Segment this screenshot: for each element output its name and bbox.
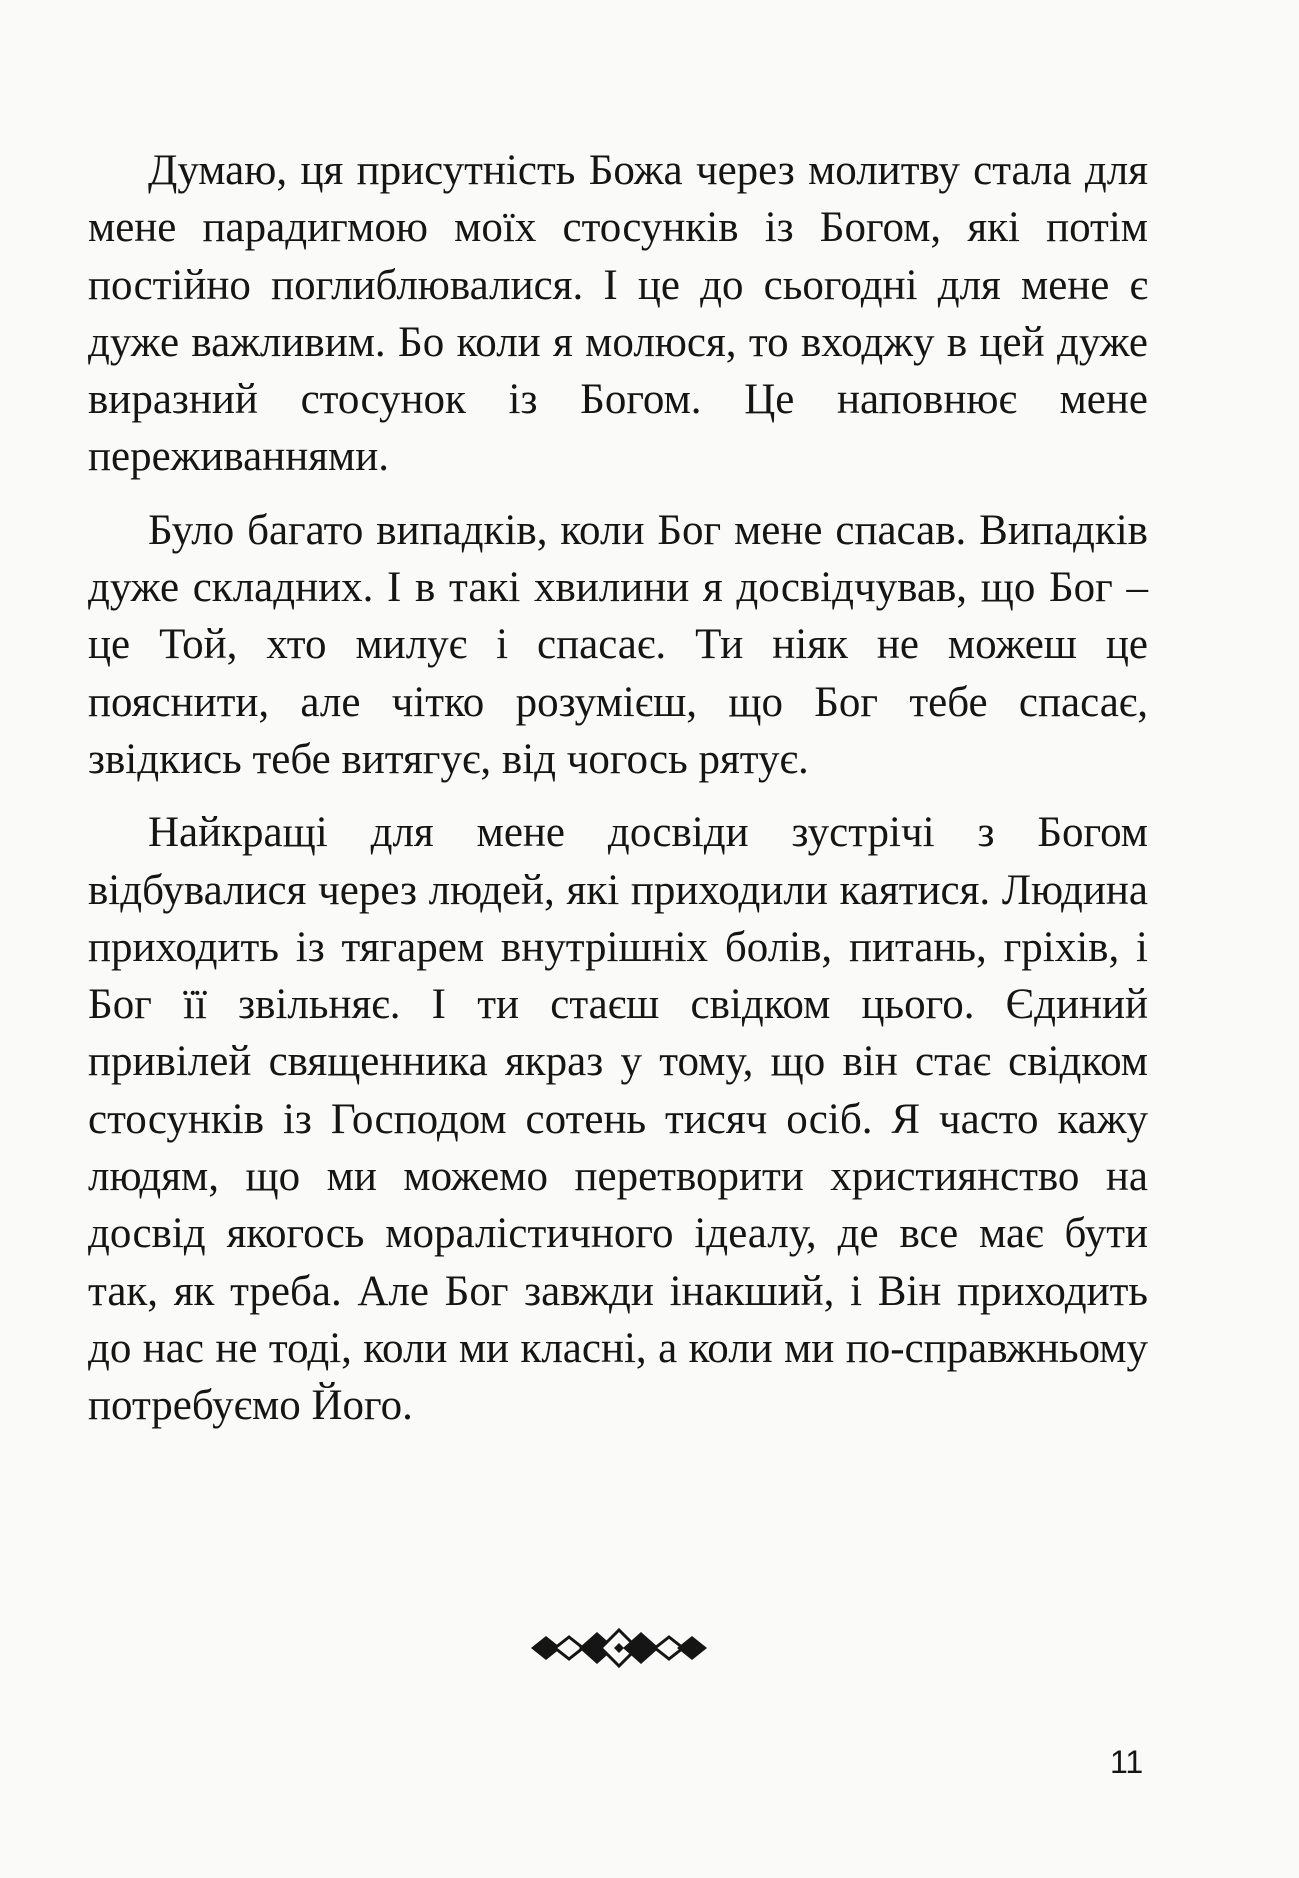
page-number: 11 bbox=[1110, 1744, 1144, 1780]
paragraph-3: Найкращі для мене досвіди зустрічі з Богом відбувалися через людей, які приходили каятися. Людина приходить із тягарем внутрішніх болів, питань, гріхів, і Бог її звільняє. І ти стаєш свідком цього. Єдиний привілей священника якраз у тому, що він стає свідком стосунків із Господом сотень тисяч осіб. Я часто кажу людям, що ми можемо перетворити християнство на досвід якогось моралістичного ідеалу, де все має бути так, як треба. Але Бог завжди інакший, і Він приходить до нас не тоді, коли ми класні, а коли ми по-справжньому потребуємо Його. bbox=[88, 809, 1148, 1430]
diamond-ornament-icon bbox=[531, 1626, 707, 1670]
body-text bbox=[88, 142, 1148, 1451]
paragraph-2: Було багато випадків, коли Бог мене спасав. Випадків дуже складних. І в такі хвилини я досвідчував, що Бог – це Той, хто милує і спасає. Ти ніяк не можеш це пояснити, але чітко розумієш, що Бог тебе спасає, звідкись тебе витягує, від чогось рятує. bbox=[88, 506, 1148, 783]
paragraph-1: Думаю, ця присутність Божа через молитву стала для мене парадигмою моїх стосунків із Богом, які потім постійно поглиблювалися. І це до сьогодні для мене є дуже важливим. Бо коли я молюся, то входжу в цей дуже виразний стосунок із Богом. Це наповнює мене переживаннями. bbox=[88, 147, 1148, 481]
